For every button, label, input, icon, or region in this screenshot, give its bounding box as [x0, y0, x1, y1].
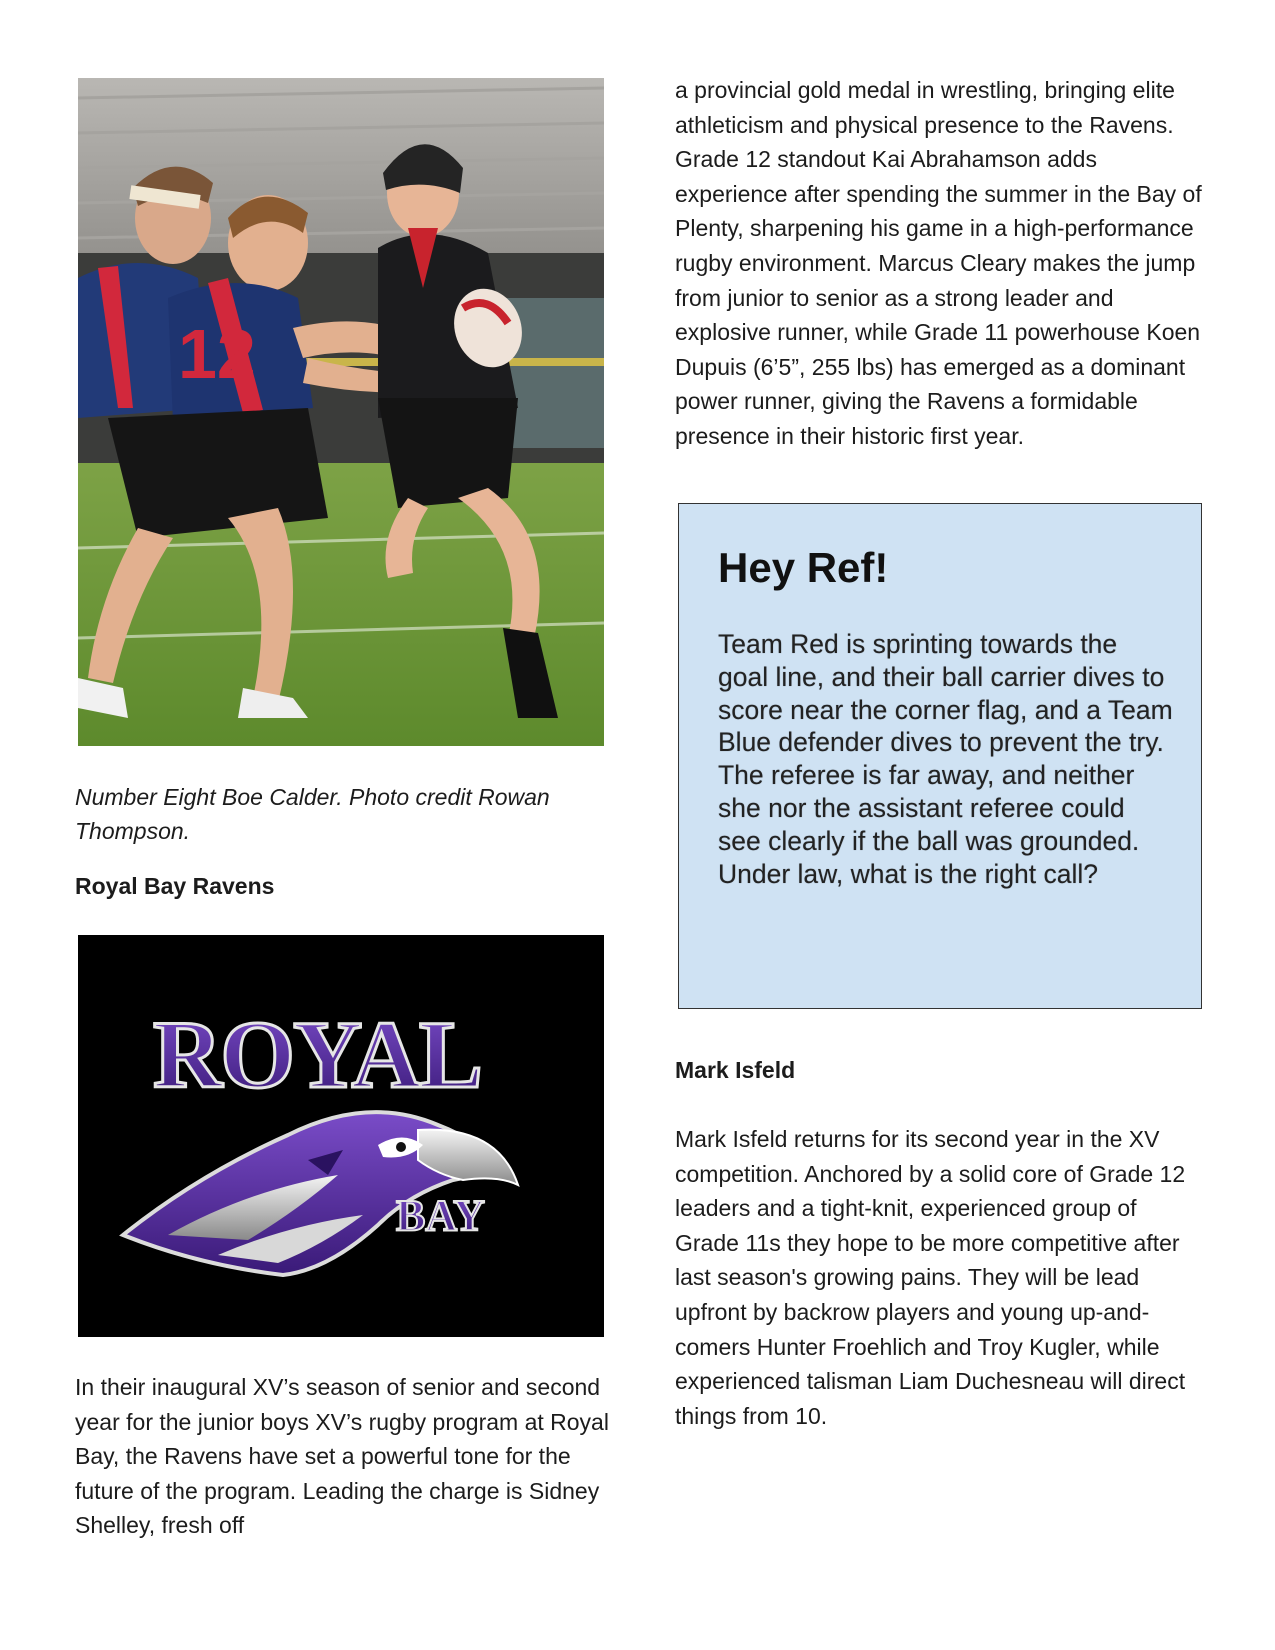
hey-ref-box	[678, 503, 1202, 1009]
logo-word-royal: ROYAL	[153, 1001, 481, 1108]
photo-caption: Number Eight Boe Calder. Photo credit Rowan Thompson.	[75, 784, 550, 844]
royal-bay-heading: Royal Bay Ravens	[75, 873, 275, 899]
svg-text:12: 12	[178, 315, 256, 393]
rugby-action-photo	[78, 78, 604, 746]
mark-isfeld-body: Mark Isfeld returns for its second year in the XV competition. Anchored by a solid core of Grade 12 leaders and a tight-knit, experienced group of Grade 11s they hope to be more competitive after last season's growing pains. They will be lead upfront by backrow players and young up-and-comers Hunter Froehlich and Troy Kugler, while experienced talisman Liam Duchesneau will direct things from 10.	[675, 1126, 1186, 1429]
hey-ref-question: Team Red is sprinting towards the goal line, and their ball carrier dives to score near the corner flag, and a Team Blue defender dives to prevent the try. The referee is far away, and neither she nor the assistant referee could see clearly if the ball was grounded. Under law, what is the right call?	[718, 629, 1173, 889]
logo-word-bay: BAY	[396, 1191, 485, 1240]
raven-logo-art	[78, 935, 604, 1337]
mark-isfeld-heading: Mark Isfeld	[675, 1057, 796, 1083]
royal-bay-ravens-logo	[78, 935, 604, 1337]
hey-ref-title: Hey Ref!	[718, 544, 889, 591]
royal-bay-body-part2: a provincial gold medal in wrestling, bringing elite athleticism and physical presence to the Ravens. Grade 12 standout Kai Abrahamson adds experience after spending the summer in the Bay of Plenty, sharpening his game in a high-performance rugby environment. Marcus Cleary makes the jump from junior to senior as a strong leader and explosive runner, while Grade 11 powerhouse Koen Dupuis (6’5”, 255 lbs) has emerged as a dominant power runner, giving the Ravens a formidable presence in their historic first year.	[675, 77, 1202, 449]
rugby-photo-illustration	[78, 78, 604, 746]
royal-bay-body-part1: In their inaugural XV’s season of senior and second year for the junior boys XV’s rugby program at Royal Bay, the Ravens have set a powerful tone for the future of the program. Leading the charge is Sidney Shelley, fresh off	[75, 1374, 609, 1539]
